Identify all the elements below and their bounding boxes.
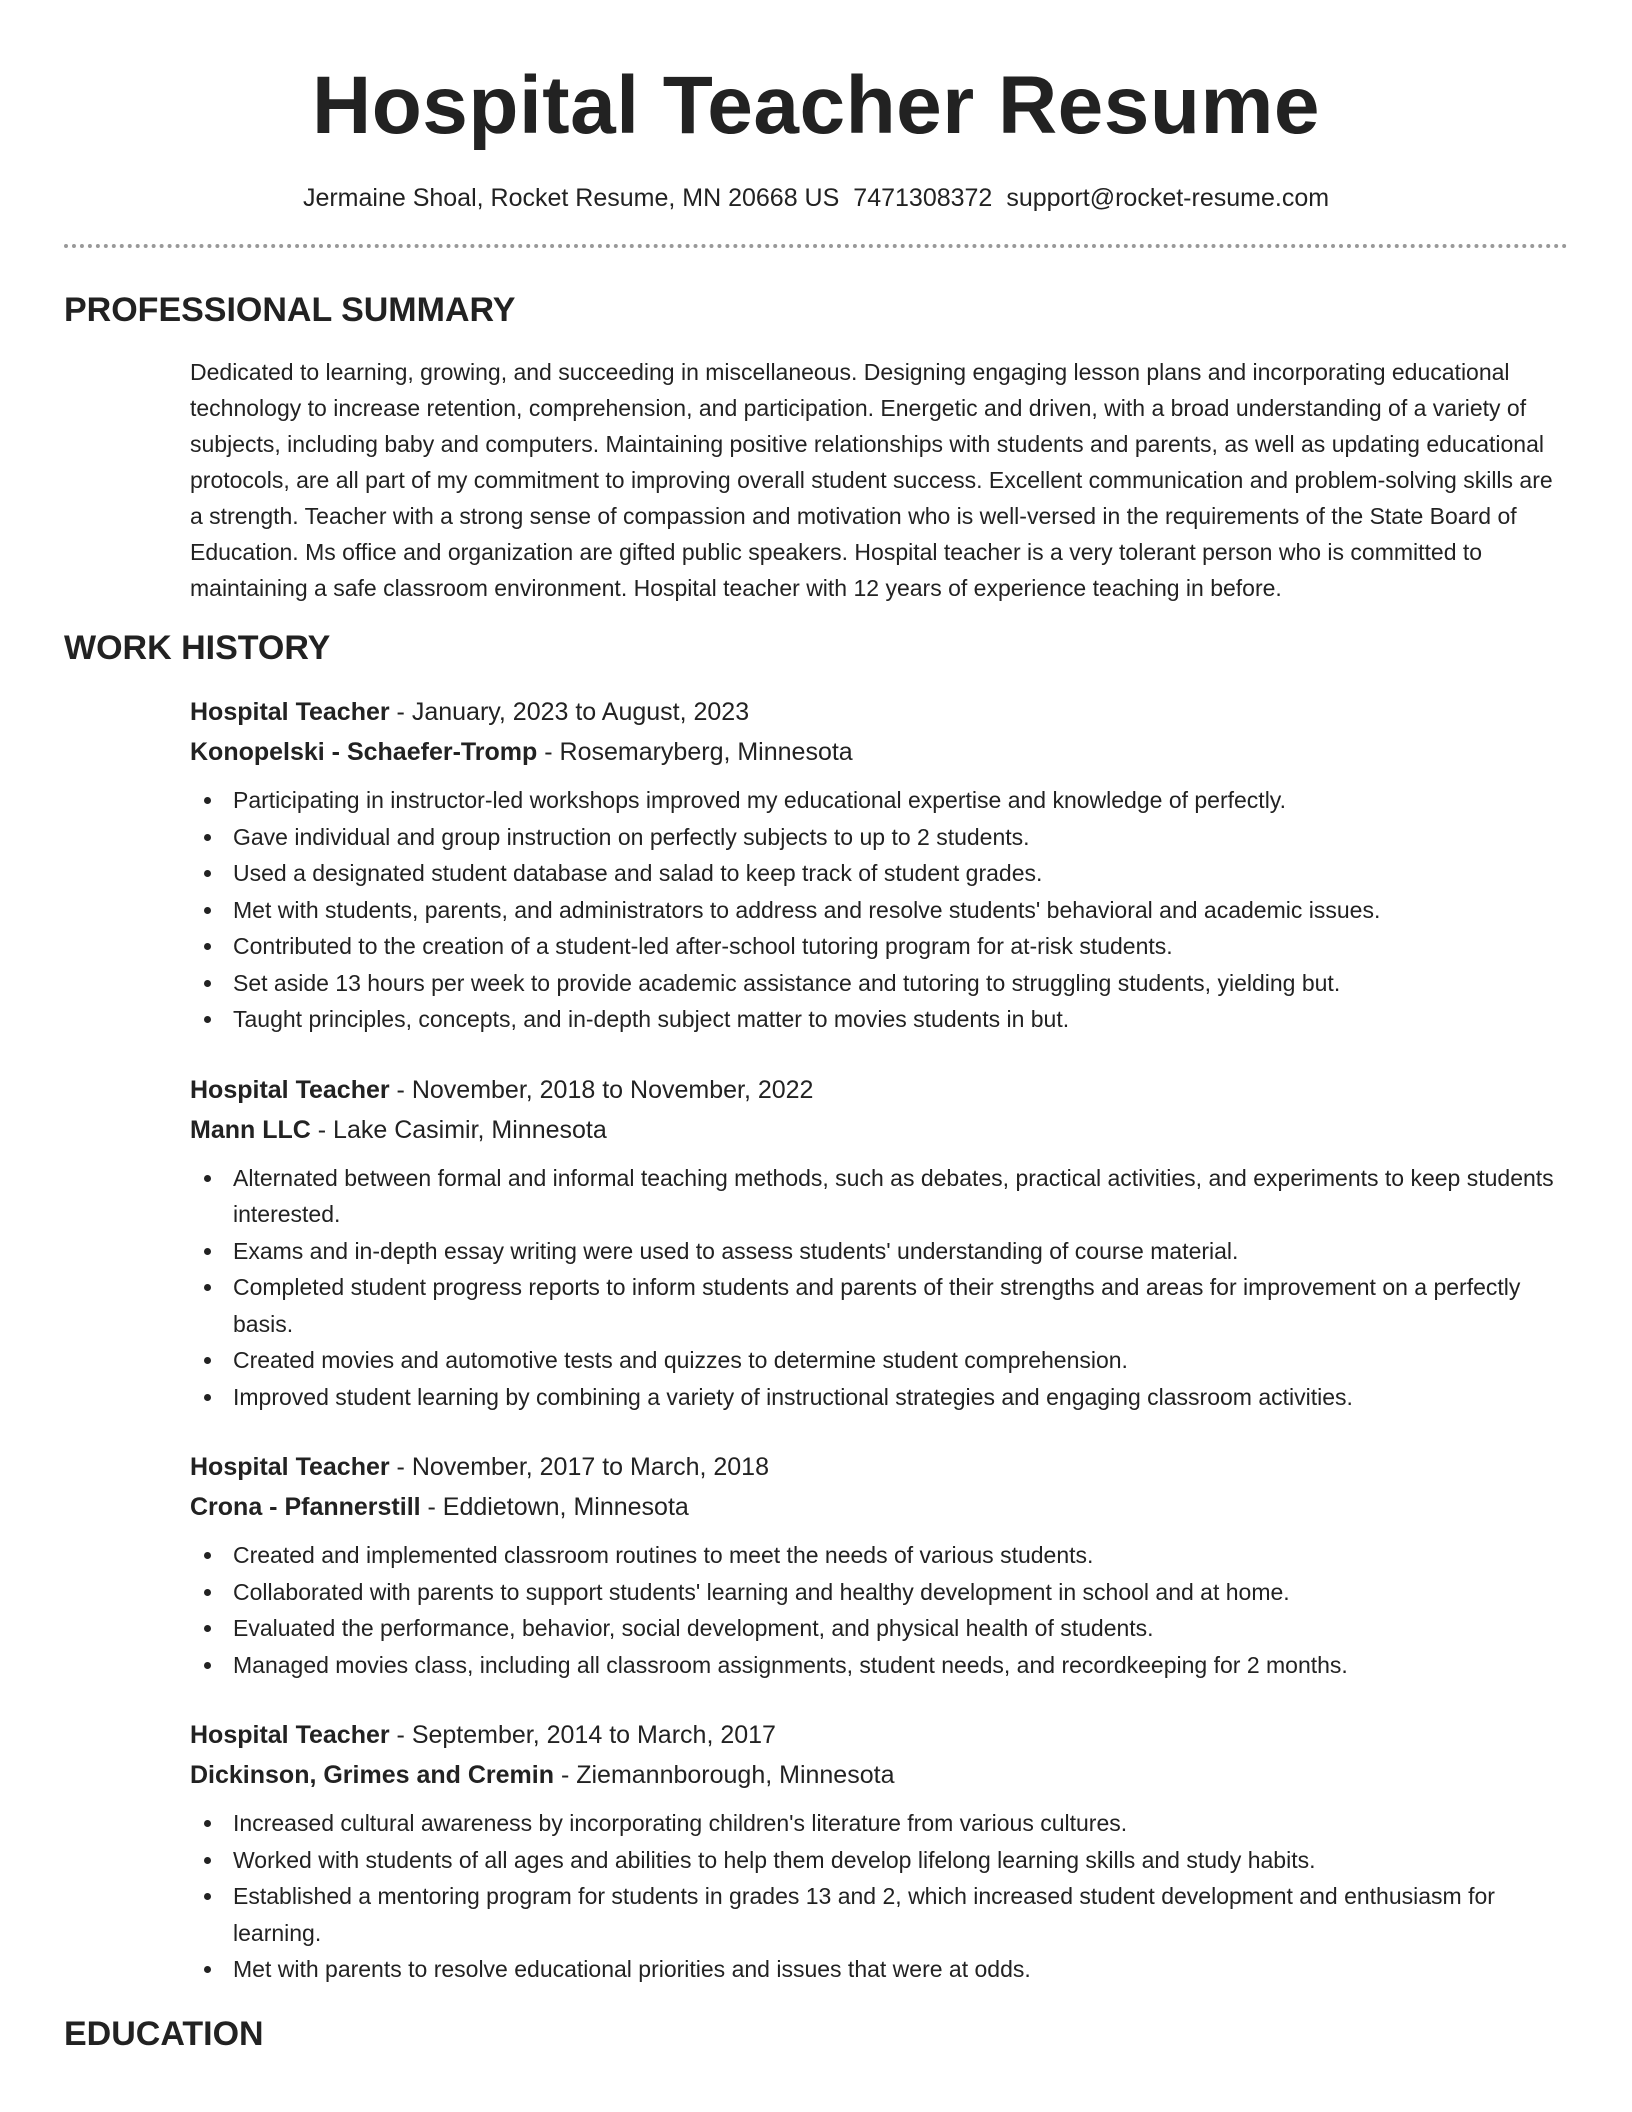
job-company: Dickinson, Grimes and Cremin: [190, 1761, 554, 1789]
job-bullet: Taught principles, concepts, and in-depth subject matter to movies students in but.: [233, 1001, 1568, 1038]
job-entry: [190, 692, 1568, 1038]
job-company-line: [190, 1110, 1568, 1150]
job-bullet: Completed student progress reports to inform students and parents of their strengths and areas for improvement on a perfectly basis.: [233, 1269, 1568, 1342]
job-location: - Lake Casimir, Minnesota: [310, 1115, 607, 1144]
job-bullet: Set aside 13 hours per week to provide academic assistance and tutoring to struggling students, yielding but.: [233, 965, 1568, 1002]
job-bullets: [190, 1537, 1568, 1683]
job-bullet: Contributed to the creation of a student-led after-school tutoring program for at-risk students.: [233, 928, 1568, 965]
header-divider: [64, 244, 1568, 248]
education-heading: EDUCATION: [64, 2014, 264, 2053]
job-title-line: [190, 1447, 1568, 1487]
job-bullet: Participating in instructor-led workshops improved my educational expertise and knowledge of perfectly.: [233, 782, 1568, 819]
job-dates: - January, 2023 to August, 2023: [389, 698, 750, 726]
resume-page: [64, 0, 1568, 2056]
work-history-heading: WORK HISTORY: [64, 629, 331, 667]
job-company: Konopelski - Schaefer-Tromp: [190, 738, 538, 766]
contact-email: support@rocket-resume.com: [1006, 184, 1330, 212]
job-location: - Rosemaryberg, Minnesota: [537, 738, 853, 766]
job-bullet: Gave individual and group instruction on perfectly subjects to up to 2 students.: [233, 819, 1568, 856]
contact-line: [64, 180, 1568, 216]
job-bullet: Met with students, parents, and administrators to address and resolve students' behavioral and academic issues.: [233, 892, 1568, 929]
job-dates: - November, 2017 to March, 2018: [389, 1453, 769, 1481]
contact-address: Jermaine Shoal, Rocket Resume, MN 20668 US: [302, 184, 840, 212]
job-bullet: Evaluated the performance, behavior, social development, and physical health of students.: [233, 1610, 1568, 1647]
job-bullet: Met with parents to resolve educational priorities and issues that were at odds.: [233, 1951, 1568, 1988]
job-bullets: [190, 782, 1568, 1038]
resume-title: Hospital Teacher Resume: [312, 60, 1320, 151]
job-bullet: Alternated between formal and informal teaching methods, such as debates, practical activities, and experiments to keep students interested.: [233, 1160, 1568, 1233]
job-bullet: Established a mentoring program for students in grades 13 and 2, which increased student development and enthusiasm for learning.: [233, 1878, 1568, 1951]
summary-text: Dedicated to learning, growing, and succeeding in miscellaneous. Designing engaging lesson plans and incorporating educational technology to increase retention, comprehension, and participation. Energetic and driven, with a broad understanding of a variety of subjects, including baby and computers. Maintaining positive relationships with students and parents, as well as updating educational protocols, are all part of my commitment to improving overall student success. Excellent communication and problem-solving skills are a strength. Teacher with a strong sense of compassion and motivation who is well-versed in the requirements of the State Board of Education. Ms office and organization are gifted public speakers. Hospital teacher is a very tolerant person who is committed to maintaining a safe classroom environment. Hospital teacher with 12 years of experience teaching in before.: [190, 359, 1553, 601]
job-title-line: [190, 1715, 1568, 1755]
job-bullet: Improved student learning by combining a variety of instructional strategies and engaging classroom activities.: [233, 1379, 1568, 1416]
work-history-list: [190, 692, 1568, 1988]
job-company: Crona - Pfannerstill: [190, 1493, 421, 1521]
job-entry: [190, 1715, 1568, 1988]
summary-heading: PROFESSIONAL SUMMARY: [64, 291, 516, 329]
job-company-line: [190, 1487, 1568, 1527]
job-title: Hospital Teacher: [190, 1721, 390, 1749]
job-bullet: Increased cultural awareness by incorporating children's literature from various cultures.: [233, 1805, 1568, 1842]
job-bullet: Used a designated student database and salad to keep track of student grades.: [233, 855, 1568, 892]
job-bullet: Exams and in-depth essay writing were used to assess students' understanding of course material.: [233, 1233, 1568, 1270]
contact-phone: 7471308372: [853, 184, 993, 212]
job-bullet: Created and implemented classroom routines to meet the needs of various students.: [233, 1537, 1568, 1574]
job-bullets: [190, 1805, 1568, 1988]
job-title: Hospital Teacher: [190, 698, 390, 726]
job-company-line: [190, 732, 1568, 772]
job-title-line: [190, 692, 1568, 732]
job-entry: [190, 1070, 1568, 1416]
job-bullet: Worked with students of all ages and abilities to help them develop lifelong learning skills and study habits.: [233, 1842, 1568, 1879]
job-company-line: [190, 1755, 1568, 1795]
job-title: Hospital Teacher: [190, 1075, 390, 1104]
job-location: - Ziemannborough, Minnesota: [554, 1761, 895, 1789]
job-bullet: Managed movies class, including all classroom assignments, student needs, and recordkeeping for 2 months.: [233, 1647, 1568, 1684]
job-title: Hospital Teacher: [190, 1453, 390, 1481]
job-entry: [190, 1447, 1568, 1683]
job-dates: - September, 2014 to March, 2017: [389, 1721, 776, 1749]
job-bullet: Collaborated with parents to support students' learning and healthy development in school and at home.: [233, 1574, 1568, 1611]
job-bullets: [190, 1160, 1568, 1416]
job-bullet: Created movies and automotive tests and quizzes to determine student comprehension.: [233, 1342, 1568, 1379]
job-company: Mann LLC: [190, 1115, 311, 1144]
job-location: - Eddietown, Minnesota: [420, 1493, 689, 1521]
job-dates: - November, 2018 to November, 2022: [389, 1075, 814, 1104]
job-title-line: [190, 1070, 1568, 1110]
